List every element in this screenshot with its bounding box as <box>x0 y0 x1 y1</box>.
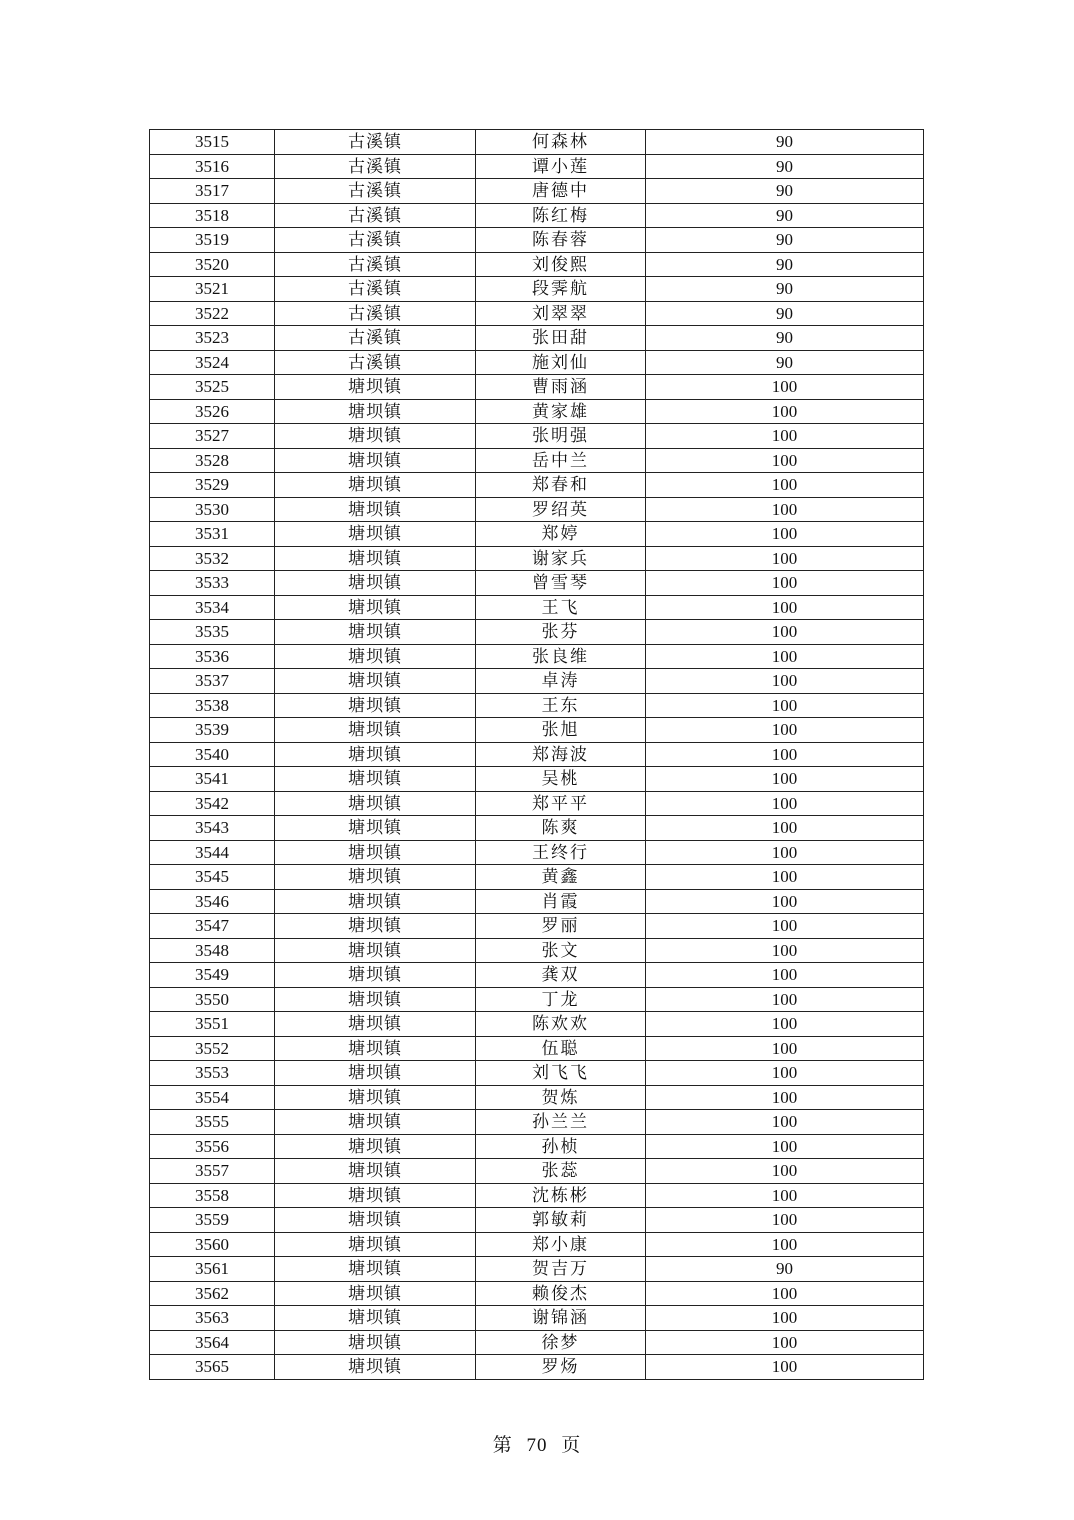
row-number-cell: 3551 <box>150 1012 275 1037</box>
table-row <box>150 767 924 792</box>
score-cell: 100 <box>646 1159 924 1184</box>
row-number-cell: 3526 <box>150 399 275 424</box>
name-cell: 谢家兵 <box>476 546 646 571</box>
town-cell: 塘坝镇 <box>275 865 476 890</box>
town-cell: 塘坝镇 <box>275 399 476 424</box>
name-cell: 施刘仙 <box>476 350 646 375</box>
name-cell: 岳中兰 <box>476 448 646 473</box>
score-cell: 100 <box>646 595 924 620</box>
row-number-cell: 3528 <box>150 448 275 473</box>
row-number-cell: 3538 <box>150 693 275 718</box>
score-cell: 100 <box>646 840 924 865</box>
row-number-cell: 3565 <box>150 1355 275 1380</box>
name-cell: 段霁航 <box>476 277 646 302</box>
row-number-cell: 3520 <box>150 252 275 277</box>
score-cell: 90 <box>646 326 924 351</box>
name-cell: 张明强 <box>476 424 646 449</box>
row-number-cell: 3552 <box>150 1036 275 1061</box>
name-cell: 刘俊熙 <box>476 252 646 277</box>
name-cell: 唐德中 <box>476 179 646 204</box>
row-number-cell: 3548 <box>150 938 275 963</box>
town-cell: 塘坝镇 <box>275 1134 476 1159</box>
table-row <box>150 1085 924 1110</box>
name-cell: 郑海波 <box>476 742 646 767</box>
row-number-cell: 3549 <box>150 963 275 988</box>
score-cell: 100 <box>646 718 924 743</box>
name-cell: 郑小康 <box>476 1232 646 1257</box>
town-cell: 塘坝镇 <box>275 1208 476 1233</box>
score-cell: 100 <box>646 963 924 988</box>
row-number-cell: 3535 <box>150 620 275 645</box>
name-cell: 罗丽 <box>476 914 646 939</box>
table-row <box>150 1110 924 1135</box>
table-row <box>150 448 924 473</box>
table-row <box>150 473 924 498</box>
row-number-cell: 3542 <box>150 791 275 816</box>
row-number-cell: 3531 <box>150 522 275 547</box>
page-number: 70 <box>526 1435 548 1456</box>
row-number-cell: 3524 <box>150 350 275 375</box>
row-number-cell: 3517 <box>150 179 275 204</box>
town-cell: 塘坝镇 <box>275 791 476 816</box>
table-row <box>150 179 924 204</box>
score-cell: 100 <box>646 865 924 890</box>
town-cell: 古溪镇 <box>275 228 476 253</box>
score-cell: 100 <box>646 1281 924 1306</box>
row-number-cell: 3534 <box>150 595 275 620</box>
town-cell: 古溪镇 <box>275 277 476 302</box>
name-cell: 曹雨涵 <box>476 375 646 400</box>
score-cell: 90 <box>646 228 924 253</box>
name-cell: 贺吉万 <box>476 1257 646 1282</box>
score-cell: 100 <box>646 1232 924 1257</box>
table-row <box>150 1159 924 1184</box>
score-cell: 100 <box>646 571 924 596</box>
name-cell: 伍聪 <box>476 1036 646 1061</box>
town-cell: 塘坝镇 <box>275 1012 476 1037</box>
row-number-cell: 3527 <box>150 424 275 449</box>
score-cell: 100 <box>646 497 924 522</box>
row-number-cell: 3556 <box>150 1134 275 1159</box>
table-row <box>150 1306 924 1331</box>
row-number-cell: 3563 <box>150 1306 275 1331</box>
town-cell: 古溪镇 <box>275 154 476 179</box>
name-cell: 张文 <box>476 938 646 963</box>
row-number-cell: 3536 <box>150 644 275 669</box>
name-cell: 罗炀 <box>476 1355 646 1380</box>
table-row <box>150 1232 924 1257</box>
row-number-cell: 3523 <box>150 326 275 351</box>
table-row <box>150 1355 924 1380</box>
table-row <box>150 1012 924 1037</box>
score-cell: 90 <box>646 154 924 179</box>
table-row <box>150 595 924 620</box>
score-cell: 100 <box>646 1330 924 1355</box>
score-cell: 100 <box>646 1110 924 1135</box>
table-row <box>150 791 924 816</box>
page-number-prefix: 第 <box>492 1435 513 1456</box>
table-row <box>150 693 924 718</box>
town-cell: 古溪镇 <box>275 130 476 155</box>
row-number-cell: 3529 <box>150 473 275 498</box>
row-number-cell: 3518 <box>150 203 275 228</box>
name-cell: 孙桢 <box>476 1134 646 1159</box>
score-cell: 100 <box>646 546 924 571</box>
name-cell: 何森林 <box>476 130 646 155</box>
table-row <box>150 130 924 155</box>
row-number-cell: 3560 <box>150 1232 275 1257</box>
town-cell: 塘坝镇 <box>275 1281 476 1306</box>
name-cell: 孙兰兰 <box>476 1110 646 1135</box>
town-cell: 塘坝镇 <box>275 963 476 988</box>
town-cell: 塘坝镇 <box>275 693 476 718</box>
table-row <box>150 1183 924 1208</box>
name-cell: 张旭 <box>476 718 646 743</box>
table-row <box>150 816 924 841</box>
score-cell: 100 <box>646 742 924 767</box>
row-number-cell: 3564 <box>150 1330 275 1355</box>
table-row <box>150 1281 924 1306</box>
name-cell: 赖俊杰 <box>476 1281 646 1306</box>
score-cell: 90 <box>646 179 924 204</box>
row-number-cell: 3561 <box>150 1257 275 1282</box>
town-cell: 塘坝镇 <box>275 620 476 645</box>
town-cell: 塘坝镇 <box>275 742 476 767</box>
roster-table <box>149 129 924 1380</box>
table-row <box>150 889 924 914</box>
name-cell: 罗绍英 <box>476 497 646 522</box>
table-row <box>150 1036 924 1061</box>
score-cell: 100 <box>646 620 924 645</box>
name-cell: 贺炼 <box>476 1085 646 1110</box>
town-cell: 塘坝镇 <box>275 1355 476 1380</box>
table-row <box>150 840 924 865</box>
name-cell: 曾雪琴 <box>476 571 646 596</box>
score-cell: 90 <box>646 252 924 277</box>
table-row <box>150 326 924 351</box>
name-cell: 郭敏莉 <box>476 1208 646 1233</box>
table-row <box>150 1061 924 1086</box>
name-cell: 张蕊 <box>476 1159 646 1184</box>
town-cell: 塘坝镇 <box>275 1159 476 1184</box>
town-cell: 塘坝镇 <box>275 938 476 963</box>
table-row <box>150 350 924 375</box>
town-cell: 塘坝镇 <box>275 1036 476 1061</box>
town-cell: 古溪镇 <box>275 203 476 228</box>
score-cell: 90 <box>646 350 924 375</box>
score-cell: 100 <box>646 1208 924 1233</box>
row-number-cell: 3532 <box>150 546 275 571</box>
row-number-cell: 3558 <box>150 1183 275 1208</box>
row-number-cell: 3516 <box>150 154 275 179</box>
score-cell: 90 <box>646 203 924 228</box>
row-number-cell: 3543 <box>150 816 275 841</box>
row-number-cell: 3525 <box>150 375 275 400</box>
table-row <box>150 620 924 645</box>
score-cell: 100 <box>646 1306 924 1331</box>
town-cell: 塘坝镇 <box>275 816 476 841</box>
page-number-suffix: 页 <box>561 1435 582 1456</box>
name-cell: 陈欢欢 <box>476 1012 646 1037</box>
score-cell: 100 <box>646 1183 924 1208</box>
row-number-cell: 3530 <box>150 497 275 522</box>
row-number-cell: 3553 <box>150 1061 275 1086</box>
town-cell: 塘坝镇 <box>275 1330 476 1355</box>
name-cell: 谭小莲 <box>476 154 646 179</box>
name-cell: 沈栋彬 <box>476 1183 646 1208</box>
town-cell: 塘坝镇 <box>275 424 476 449</box>
name-cell: 张芬 <box>476 620 646 645</box>
town-cell: 塘坝镇 <box>275 522 476 547</box>
name-cell: 王飞 <box>476 595 646 620</box>
score-cell: 90 <box>646 277 924 302</box>
score-cell: 100 <box>646 791 924 816</box>
name-cell: 黄家雄 <box>476 399 646 424</box>
table-row <box>150 154 924 179</box>
row-number-cell: 3546 <box>150 889 275 914</box>
name-cell: 谢锦涵 <box>476 1306 646 1331</box>
table-row <box>150 301 924 326</box>
table-row <box>150 252 924 277</box>
name-cell: 陈爽 <box>476 816 646 841</box>
table-row <box>150 644 924 669</box>
table-row <box>150 987 924 1012</box>
name-cell: 卓涛 <box>476 669 646 694</box>
score-cell: 100 <box>646 1061 924 1086</box>
name-cell: 王东 <box>476 693 646 718</box>
town-cell: 塘坝镇 <box>275 1232 476 1257</box>
town-cell: 塘坝镇 <box>275 669 476 694</box>
row-number-cell: 3554 <box>150 1085 275 1110</box>
page-footer <box>0 1430 1074 1457</box>
town-cell: 塘坝镇 <box>275 718 476 743</box>
row-number-cell: 3547 <box>150 914 275 939</box>
score-cell: 90 <box>646 130 924 155</box>
town-cell: 塘坝镇 <box>275 987 476 1012</box>
row-number-cell: 3559 <box>150 1208 275 1233</box>
score-cell: 100 <box>646 1036 924 1061</box>
score-cell: 100 <box>646 987 924 1012</box>
name-cell: 郑平平 <box>476 791 646 816</box>
name-cell: 刘飞飞 <box>476 1061 646 1086</box>
table-row <box>150 522 924 547</box>
name-cell: 郑婷 <box>476 522 646 547</box>
score-cell: 100 <box>646 889 924 914</box>
score-cell: 100 <box>646 938 924 963</box>
score-cell: 100 <box>646 644 924 669</box>
row-number-cell: 3544 <box>150 840 275 865</box>
row-number-cell: 3540 <box>150 742 275 767</box>
town-cell: 古溪镇 <box>275 301 476 326</box>
town-cell: 塘坝镇 <box>275 767 476 792</box>
score-cell: 100 <box>646 1012 924 1037</box>
table-row <box>150 424 924 449</box>
name-cell: 陈红梅 <box>476 203 646 228</box>
name-cell: 黄鑫 <box>476 865 646 890</box>
town-cell: 古溪镇 <box>275 326 476 351</box>
score-cell: 100 <box>646 522 924 547</box>
row-number-cell: 3537 <box>150 669 275 694</box>
name-cell: 郑春和 <box>476 473 646 498</box>
row-number-cell: 3541 <box>150 767 275 792</box>
row-number-cell: 3550 <box>150 987 275 1012</box>
table-row <box>150 571 924 596</box>
row-number-cell: 3555 <box>150 1110 275 1135</box>
row-number-cell: 3539 <box>150 718 275 743</box>
score-cell: 90 <box>646 301 924 326</box>
row-number-cell: 3519 <box>150 228 275 253</box>
row-number-cell: 3562 <box>150 1281 275 1306</box>
score-cell: 100 <box>646 448 924 473</box>
table-row <box>150 277 924 302</box>
table-row <box>150 718 924 743</box>
row-number-cell: 3521 <box>150 277 275 302</box>
table-row <box>150 203 924 228</box>
row-number-cell: 3545 <box>150 865 275 890</box>
name-cell: 王终行 <box>476 840 646 865</box>
table-row <box>150 938 924 963</box>
score-cell: 100 <box>646 693 924 718</box>
town-cell: 古溪镇 <box>275 252 476 277</box>
name-cell: 张良维 <box>476 644 646 669</box>
score-cell: 100 <box>646 669 924 694</box>
town-cell: 塘坝镇 <box>275 1183 476 1208</box>
town-cell: 塘坝镇 <box>275 595 476 620</box>
table-row <box>150 497 924 522</box>
score-cell: 100 <box>646 1085 924 1110</box>
table-row <box>150 1257 924 1282</box>
town-cell: 塘坝镇 <box>275 644 476 669</box>
score-cell: 100 <box>646 914 924 939</box>
roster-table-body <box>150 130 924 1380</box>
name-cell: 肖霞 <box>476 889 646 914</box>
town-cell: 塘坝镇 <box>275 889 476 914</box>
row-number-cell: 3515 <box>150 130 275 155</box>
score-cell: 100 <box>646 424 924 449</box>
score-cell: 100 <box>646 1134 924 1159</box>
name-cell: 刘翠翠 <box>476 301 646 326</box>
roster-table-container <box>149 129 924 1380</box>
name-cell: 龚双 <box>476 963 646 988</box>
row-number-cell: 3533 <box>150 571 275 596</box>
town-cell: 塘坝镇 <box>275 571 476 596</box>
table-row <box>150 1330 924 1355</box>
table-row <box>150 1134 924 1159</box>
town-cell: 塘坝镇 <box>275 914 476 939</box>
town-cell: 塘坝镇 <box>275 497 476 522</box>
table-row <box>150 669 924 694</box>
town-cell: 塘坝镇 <box>275 448 476 473</box>
name-cell: 张田甜 <box>476 326 646 351</box>
table-row <box>150 228 924 253</box>
town-cell: 塘坝镇 <box>275 1306 476 1331</box>
town-cell: 古溪镇 <box>275 179 476 204</box>
table-row <box>150 865 924 890</box>
score-cell: 100 <box>646 375 924 400</box>
town-cell: 塘坝镇 <box>275 840 476 865</box>
score-cell: 100 <box>646 399 924 424</box>
score-cell: 100 <box>646 1355 924 1380</box>
table-row <box>150 399 924 424</box>
row-number-cell: 3557 <box>150 1159 275 1184</box>
name-cell: 徐梦 <box>476 1330 646 1355</box>
table-row <box>150 1208 924 1233</box>
town-cell: 塘坝镇 <box>275 1110 476 1135</box>
town-cell: 塘坝镇 <box>275 1257 476 1282</box>
table-row <box>150 546 924 571</box>
name-cell: 陈春蓉 <box>476 228 646 253</box>
score-cell: 100 <box>646 767 924 792</box>
table-row <box>150 742 924 767</box>
town-cell: 古溪镇 <box>275 350 476 375</box>
row-number-cell: 3522 <box>150 301 275 326</box>
name-cell: 吴桃 <box>476 767 646 792</box>
town-cell: 塘坝镇 <box>275 1085 476 1110</box>
table-row <box>150 375 924 400</box>
score-cell: 100 <box>646 816 924 841</box>
table-row <box>150 914 924 939</box>
table-row <box>150 963 924 988</box>
score-cell: 90 <box>646 1257 924 1282</box>
town-cell: 塘坝镇 <box>275 375 476 400</box>
score-cell: 100 <box>646 473 924 498</box>
town-cell: 塘坝镇 <box>275 1061 476 1086</box>
name-cell: 丁龙 <box>476 987 646 1012</box>
town-cell: 塘坝镇 <box>275 473 476 498</box>
town-cell: 塘坝镇 <box>275 546 476 571</box>
